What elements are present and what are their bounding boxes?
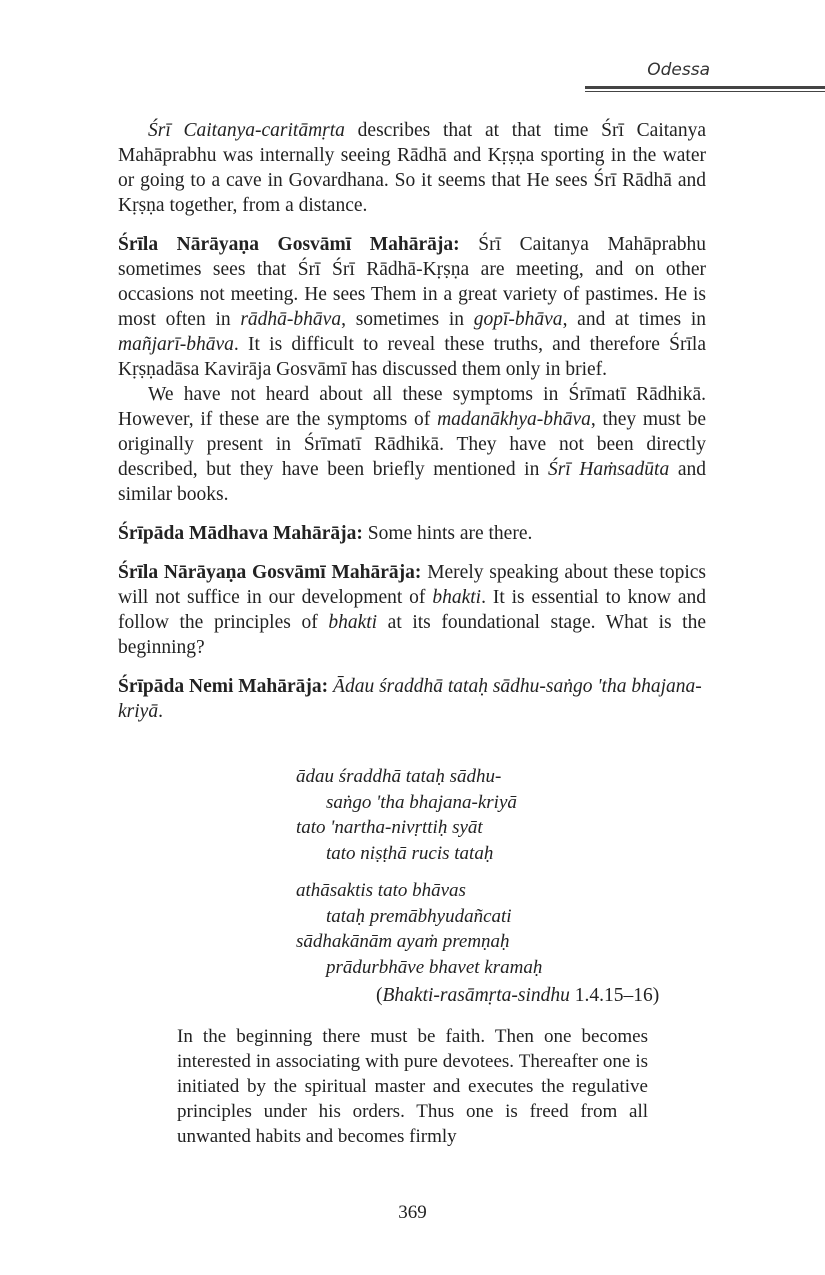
citation-ref: 1.4.15–16) [569,985,660,1006]
speaker-label: Śrīpāda Nemi Mahārāja: [118,676,329,697]
italic-term: rādhā-bhāva [240,309,342,330]
paragraph-text: . It is essential to know and follow the principles of [118,587,706,633]
verse-citation [376,985,659,1007]
paragraph-text: at its foundational stage. What is the beginning? [118,612,707,658]
speaker-label: Śrīla Nārāyaṇa Gosvāmī Mahārāja: [118,562,422,583]
paragraph-text: . [158,701,163,722]
paragraph-1 [118,118,706,218]
citation-paren: ( [376,985,383,1006]
italic-term: gopī-bhāva [473,309,563,330]
verse-line: tato niṣṭhā rucis tataḥ [326,842,494,864]
verse-line: sādhakānām ayaṁ premṇaḥ [296,931,510,952]
page-number: 369 [398,1202,427,1223]
header-rule-thick [585,86,825,89]
paragraph-text: . It is difficult to reveal these truths, and therefore Śrīla Kṛṣṇadāsa Kavirāja Gosvāmī has discussed them only in brief. [118,334,706,380]
paragraph-text: Some hints are there. [362,523,533,544]
speaker-label: Śrīla Nārāyaṇa Gosvāmī Mahārāja: [118,234,460,255]
book-title: Śrī Haṁsadūta [547,459,670,480]
paragraph-text: , and at times in [562,309,706,330]
paragraph-text: Śrī Caitanya Mahāprabhu sometimes sees that Śrī Śrī Rādhā-Kṛṣṇa are meeting, and on other occasions not meeting. He sees Them in a great variety of pastimes. He is most often in [118,234,706,330]
book-title: Śrī Caitanya-caritāmṛta [148,120,345,141]
citation-title: Bhakti-rasāmṛta-sindhu [382,985,570,1006]
paragraph-5 [118,560,706,660]
paragraph-3 [118,382,706,507]
paragraph-4 [118,521,706,546]
paragraph-text: and similar books. [118,459,706,505]
italic-term: madanākhya-bhāva [437,409,591,430]
sanskrit-verse [296,764,542,980]
verse-line: ādau śraddhā tataḥ sādhu- [296,766,502,787]
verse-line: athāsaktis tato bhāvas [296,880,466,901]
paragraph-text: We have not heard about all these symptoms in Śrīmatī Rādhikā. However, if these are the symptoms of [118,384,706,430]
verse-translation: In the beginning there must be faith. Then one becomes interested in associating with pure devotees. Thereafter one is initiated by the spiritual master and executes the regulative principles under his orders. Thus one is freed from all unwanted habits and becomes firmly [177,1026,648,1147]
verse-line: tato 'nartha-nivṛttiḥ syāt [296,817,483,838]
running-head-title: Odessa [647,60,710,80]
italic-term: bhakti [432,587,482,608]
paragraph-text: describes that at that time Śrī Caitanya Mahāprabhu was internally seeing Rādhā and Kṛṣṇa sporting in the water or going to a cave in Govardhana. So it seems that He sees Śrī Rādhā and Kṛṣṇa together, from a distance. [118,120,706,216]
italic-term: Ādau śraddhā tataḥ sādhu-saṅgo 'tha bhajana-kriyā [118,676,702,722]
italic-term: mañjarī-bhāva [118,334,234,355]
paragraph-text: Merely speaking about these topics will not suffice in our development of [118,562,706,608]
body-text [118,118,706,724]
verse-line: prādurbhāve bhavet kramaḥ [326,956,543,978]
paragraph-text: , sometimes in [341,309,474,330]
paragraph-text: , they must be originally present in Śrīmatī Rādhikā. They have not been directly described, but they have been briefly mentioned in [118,409,707,480]
verse-line: saṅgo 'tha bhajana-kriyā [326,791,517,813]
paragraph-6 [118,674,706,724]
header-rule-thin [585,91,825,92]
italic-term: bhakti [328,612,378,633]
paragraph-2 [118,232,706,382]
speaker-label: Śrīpāda Mādhava Mahārāja: [118,523,363,544]
verse-line: tataḥ premābhyudañcati [326,905,512,927]
